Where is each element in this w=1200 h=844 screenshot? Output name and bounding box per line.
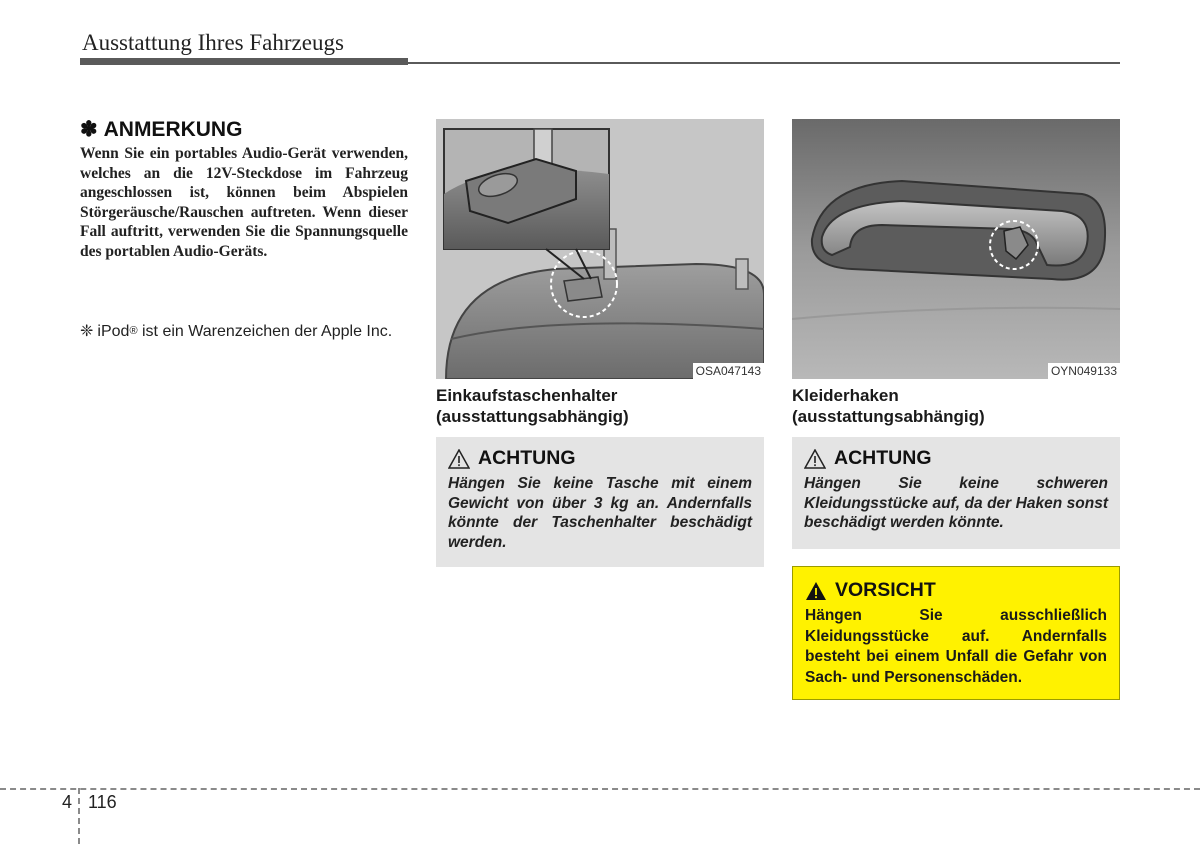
caution-title	[804, 447, 1108, 470]
warning-triangle-icon	[805, 581, 827, 601]
caption-line-2: (ausstattungsabhängig)	[792, 407, 985, 426]
caution-text: Hängen Sie keine Tasche mit einem Gewicht von über 3 kg an. Andernfalls könnte der Taschenhalter beschädigt werden.	[448, 475, 752, 551]
caption-line-1: Kleiderhaken	[792, 386, 899, 405]
coat-hook-illustration	[792, 119, 1120, 379]
shopping-bag-holder-illustration	[436, 119, 764, 379]
caution-title	[448, 447, 752, 470]
caption-line-2: (ausstattungsabhängig)	[436, 407, 629, 426]
warning-box	[792, 566, 1120, 700]
note-heading	[80, 117, 242, 142]
note-heading-text: ANMERKUNG	[103, 118, 243, 141]
shopping-bag-holder-figure	[436, 119, 764, 379]
ipod-trademark-text: ist ein Warenzeichen der Apple Inc.	[142, 323, 393, 340]
note-star-icon: ✽	[80, 118, 98, 141]
page-header-title: Ausstattung Ihres Fahrzeugs	[82, 30, 344, 55]
note-body: Wenn Sie ein portables Audio-Gerät verwenden, welches an die 12V-Steckdose im Fahrzeug angeschlossen ist, können beim Abspielen Störgeräusche/Rauschen auftreten. Wenn dieser Fall auftritt, verwenden Sie die Spannungsquelle des portablen Audio-Geräts.	[80, 145, 408, 260]
chapter-number: 4	[62, 792, 73, 812]
shopping-bag-holder-caption	[436, 385, 764, 427]
caution-triangle-icon	[448, 449, 470, 469]
caption-line-1: Einkaufstaschenhalter	[436, 386, 618, 405]
caution-title-text: ACHTUNG	[834, 447, 932, 469]
caution-text: Hängen Sie keine schweren Kleidungsstücke auf, da der Haken sonst beschädigt werden könnte.	[804, 475, 1108, 531]
trademark-symbol-icon: ❈	[80, 323, 94, 340]
figure-code: OSA047143	[693, 363, 764, 379]
registered-mark: ®	[129, 325, 138, 337]
ipod-name: iPod	[97, 323, 130, 340]
header-rule-thick	[80, 58, 408, 65]
warning-title	[805, 579, 1107, 602]
footer-dashed-rule	[0, 788, 1200, 790]
ipod-trademark-note	[80, 321, 408, 342]
caution-triangle-icon	[804, 449, 826, 469]
caution-box-coat-hook	[792, 437, 1120, 549]
footer-dashed-divider	[78, 788, 80, 844]
page-number: 116	[88, 792, 117, 812]
header-rule-thin	[408, 62, 1120, 64]
warning-title-text: VORSICHT	[835, 579, 936, 601]
coat-hook-caption	[792, 385, 1120, 427]
figure-code: OYN049133	[1048, 363, 1120, 379]
caution-box-bag-holder	[436, 437, 764, 567]
caution-title-text: ACHTUNG	[478, 447, 576, 469]
warning-text: Hängen Sie ausschließlich Kleidungsstücke auf. Andernfalls besteht bei einem Unfall die Gefahr von Sach- und Personenschäden.	[805, 607, 1107, 686]
coat-hook-figure	[792, 119, 1120, 379]
